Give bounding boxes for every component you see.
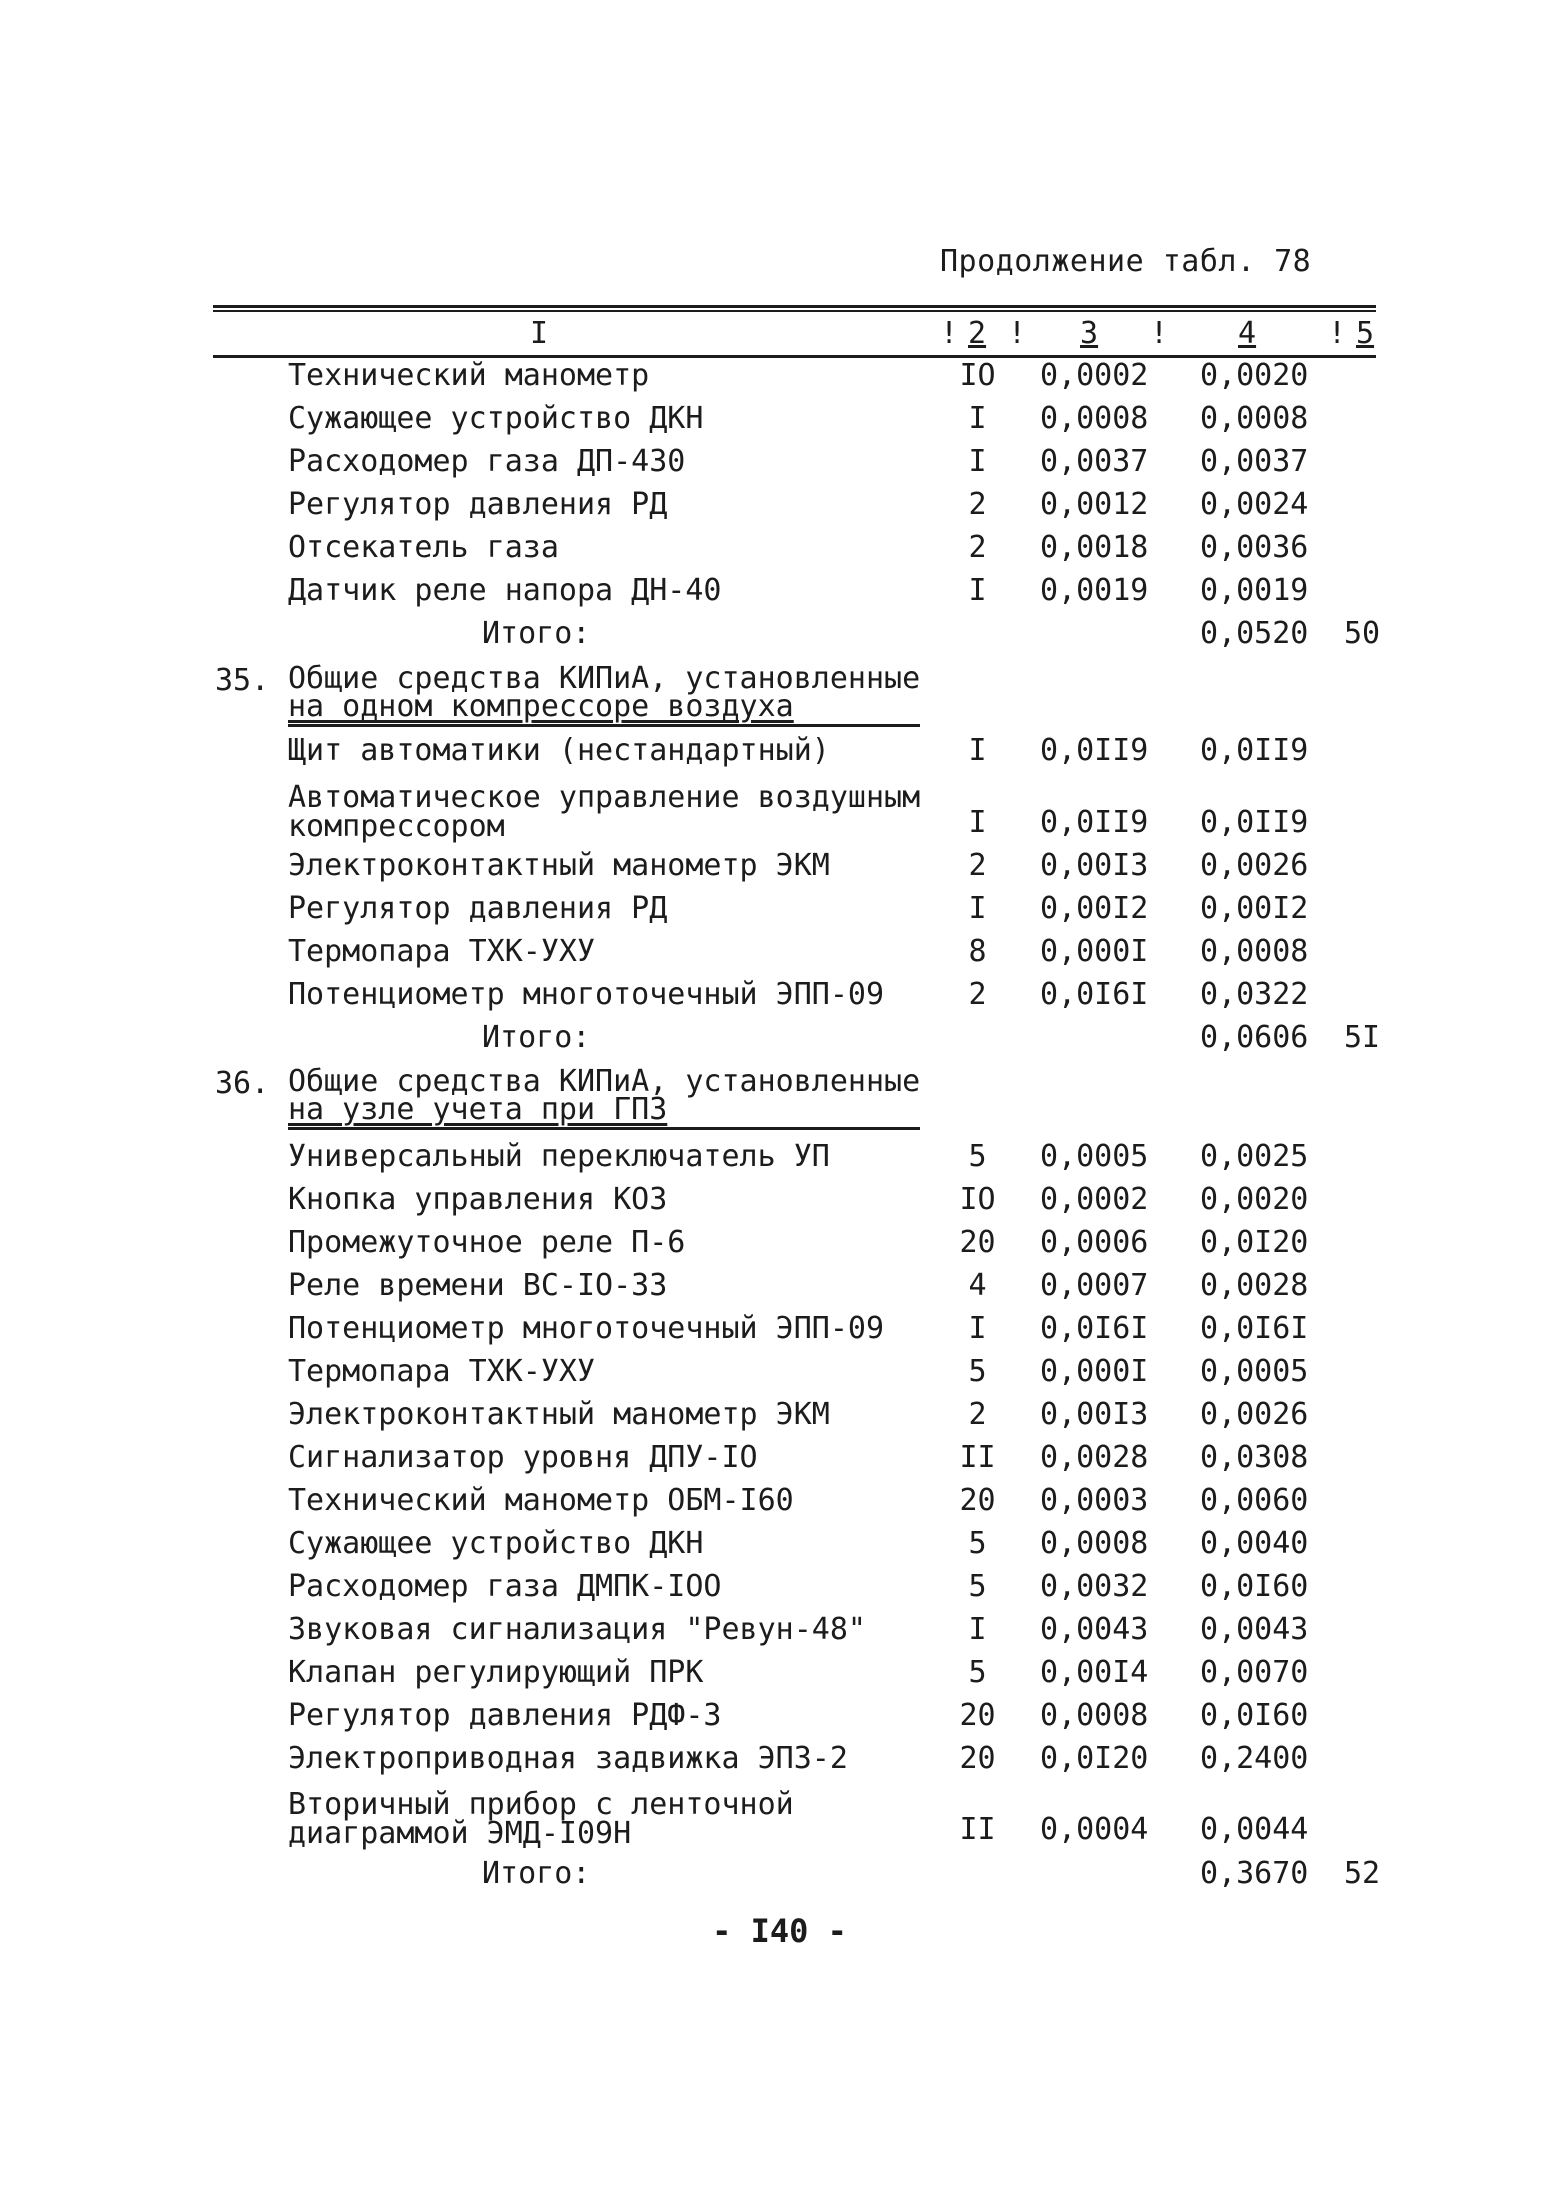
section-rule xyxy=(288,724,920,727)
header-col3: 3 xyxy=(1080,316,1099,351)
document-page: Продолжение табл. 78 I ! 2 ! 3 ! 4 ! 5 Технический манометр IO 0,0002 0,0020 Сужающее устройство ДКН I 0,0008 0,0008 Расходомер газа ДП-430 I 0,0037 0,0037 Регулятор давления РД 2 0,0012 0,0024 Отсекатель газа 2 0,0018 0,0036 Датчик реле напора ДН-40 I 0,0019 0,0019 Итого: 0,0520 50 35. Общие средства КИПиА, установленные на одном компрессоре воздуха Щит автоматики (нестандартный) I 0,0II9 0,0II9 Автоматическое управление воздушным компрессором I 0,0II9 0,0II9 Электроконтактный манометр ЭКМ 2 0,00I3 0,0026 Регулятор давления РД I 0,00I2 0,00I2 Термопара ТХК-УХУ 8 0,000I 0,0008 Потенциометр многоточечный ЭПП-09 2 0,0I6I 0,0322 Итого: 0,0606 5I 36. Общие средства КИПиА, установленные на узле учета при ГПЗ Универсальный переключатель УП 5 0,0005 0,0025 Кнопка управления КОЗ IO 0,0002 0,0020 Промежуточное реле П-6 20 0,0006 0,0I20 Реле времени ВС-IO-33 4 0,0007 0,0028 Потенциометр многоточечный ЭПП-09 I 0,0I6I 0,0I6I Термопара ТХК-УХУ 5 0,000I 0,0005 Электроконтактный манометр ЭКМ 2 0,00I3 0,0026 Сигнализатор уровня ДПУ-IO II 0,0028 0,0308 Технический манометр ОБМ-I60 20 0,0003 0,0060 Сужающее устройство ДКН 5 0,0008 0,0040 Расходомер газа ДМПК-IOO 5 0,0032 0,0I60 Звуковая сигнализация "Ревун-48" I 0,0043 0,0043 Клапан регулирующий ПРК 5 0,00I4 0,0070 Регулятор давления РДФ-3 20 0,0008 0,0I60 Электроприводная задвижка ЭПЗ-2 20 0,0I20 0,2400 Вторичный прибор с ленточной диаграммой ЭМД-I09Н II 0,0004 0,0044 Итого: 0,3670 52 - I40 - xyxy=(0,0,1559,2186)
header-col1: I xyxy=(530,316,549,351)
header-sep: ! xyxy=(1008,316,1027,351)
header-col5: 5 xyxy=(1356,316,1375,351)
header-top-rule xyxy=(213,305,1376,308)
header-sep: ! xyxy=(1150,316,1169,351)
header-sep: ! xyxy=(940,316,959,351)
continuation-label: Продолжение табл. 78 xyxy=(940,244,1312,279)
header-col4: 4 xyxy=(1238,316,1257,351)
header-col2: 2 xyxy=(968,316,987,351)
page-number: - I40 - xyxy=(712,1912,847,1950)
header-sep: ! xyxy=(1328,316,1347,351)
section-rule xyxy=(288,1127,920,1130)
header-top-rule-2 xyxy=(213,310,1376,312)
